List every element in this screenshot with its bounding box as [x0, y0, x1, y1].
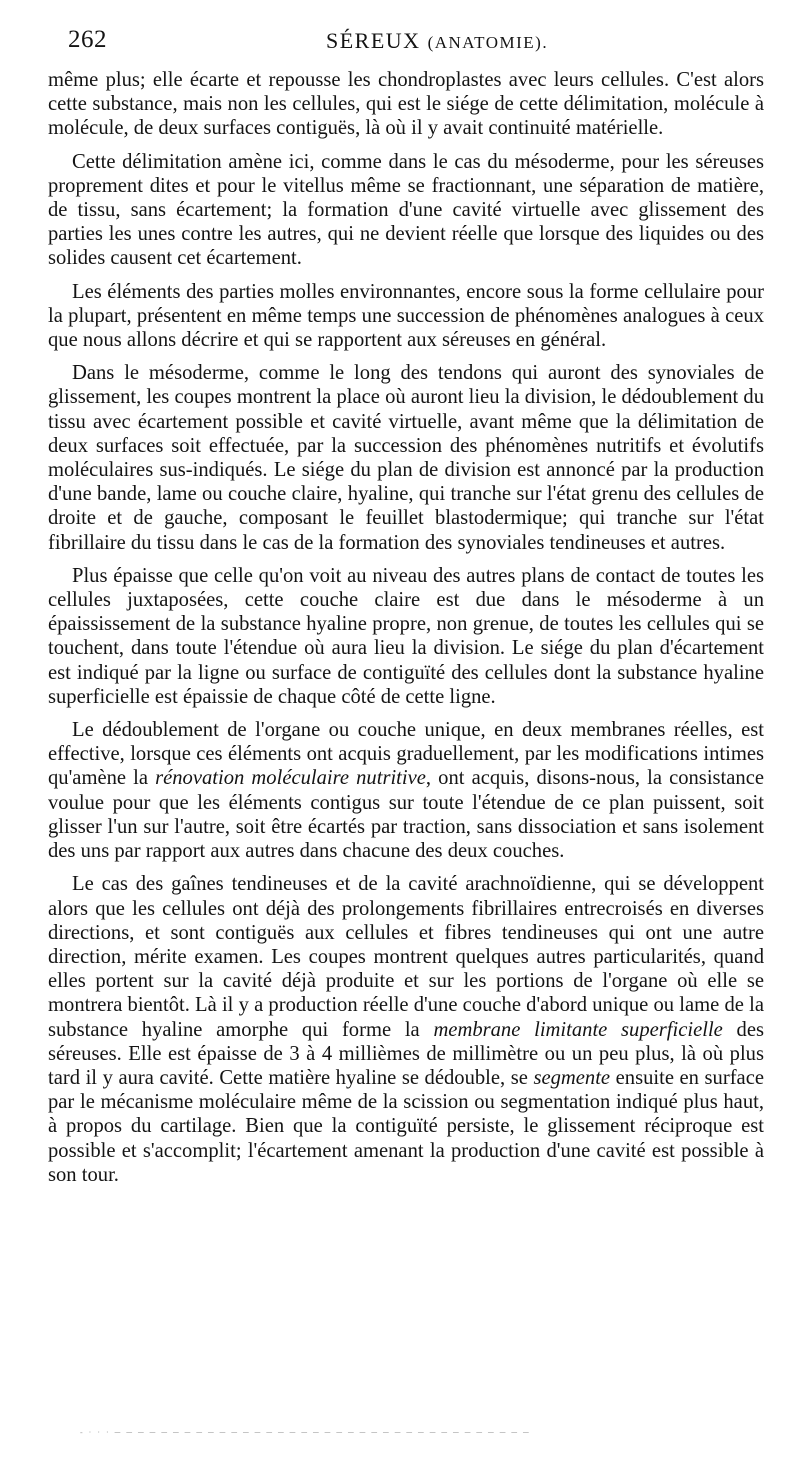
paragraph [48, 280, 764, 353]
text-segment: Les éléments des parties molles environnantes, encore sous la forme cellulaire pour la plupart, présentent en même temps une succession de phénomènes analogues à ceux que nous allons décrire et qui se rapportent aux séreuses en général. [48, 280, 764, 352]
paragraph [48, 564, 764, 709]
text-segment: Le cas des gaînes tendineuses et de la cavité arachnoïdienne, qui se développent alors que les cellules ont déjà des prolongements fibrillaires entrecroisés en diverses directions, et sont contiguës aux cellules et fibres tendineuses qui ont une autre direction, mérite examen. Les coupes montrent quelques autres particularités, quand elles portent sur la cavité déjà produite et sur les portions de l'organe où elle se montrera bientôt. Là il y a production réelle d'une couche d'abord unique ou lame de la substance hyaline amorphe qui forme la [48, 873, 764, 1041]
page-header [58, 26, 770, 60]
body-text [48, 68, 764, 1196]
running-title-sub: (ANATOMIE). [427, 33, 549, 52]
text-segment: même plus; elle écarte et repousse les chondroplastes avec leurs cellules. C'est alors cette substance, mais non les cellules, qui est le siége de cette délimitation, molécule à molécule, de deux surfaces contiguës, là où il y avait continuité matérielle. [48, 69, 764, 140]
footer-bleed-through: - · · · ─ ─ ─ ─ ─ ─ ─ ─ ─ ─ ─ ─ ─ ─ ─ ─ ─ ─ ─ ─ ─ ─ ─ ─ ─ ─ ─ ─ ─ ─ ─ ─ ─ ─ ─ ─ [80, 1428, 531, 1437]
paragraph [48, 361, 764, 555]
italic-text: membrane limitante superficielle [433, 1018, 723, 1041]
paragraph [48, 718, 764, 863]
paragraph [48, 872, 764, 1187]
text-segment: Le dédoublement de l'organe ou couche unique, en deux membranes réelles, est effective, lorsque ces éléments ont acquis graduellement, par les modifications intimes qu'amène la [48, 719, 764, 790]
running-title-main: SÉREUX [326, 28, 421, 53]
page-number: 262 [68, 26, 107, 53]
italic-text: segmente [533, 1066, 611, 1089]
running-title [326, 28, 548, 54]
text-segment: des séreuses. Elle est épaisse de 3 à 4 millièmes de millimètre ou un peu plus, là où plus tard il y aura cavité. Cette matière hyaline se dédouble, se [48, 1018, 765, 1089]
text-segment: Plus épaisse que celle qu'on voit au niveau des autres plans de contact de toutes les cellules juxtaposées, cette couche claire est due dans le mésoderme à un épaississement de la substance hyaline propre, non grenue, de toutes les cellules qui se touchent, dans toute l'étendue où aura lieu la division. Le siége du plan d'écartement est indiqué par la ligne ou surface de contiguïté des cellules dont la substance hyaline superficielle est épaissie de chaque côté de cette ligne. [48, 564, 764, 708]
text-segment: Cette délimitation amène ici, comme dans le cas du mésoderme, pour les séreuses proprement dites et pour le vitellus même se fractionnant, une séparation de matière, de tissu, sans écartement; la formation d'une cavité virtuelle avec glissement des parties les unes contre les autres, qui ne devient réelle que lorsque des liquides ou des solides causent cet écartement. [48, 150, 764, 270]
text-segment: Dans le mésoderme, comme le long des tendons qui auront des synoviales de glissement, les coupes montrent la place où auront lieu la division, le dédoublement du tissu avec écartement possible et cavité virtuelle, avant même que la délimitation de deux surfaces soit effectuée, par la succession des phénomènes nutritifs et évolutifs moléculaires sus-indiqués. Le siége du plan de division est annoncé par la production d'une bande, lame ou couche claire, hyaline, qui tranche sur l'état grenu des cellules de droite et de gauche, composant le feuillet blastodermique; qui tranche sur l'état fibrillaire du tissu dans le cas de la formation des synoviales tendineuses et autres. [48, 362, 764, 554]
text-segment: , ont acquis, disons-nous, la consistance voulue pour que les éléments contigus sur toute l'étendue de ce plan puissent, soit glisser l'un sur l'autre, soit être écartés par traction, sans dissociation et sans isolement des uns par rapport aux autres dans chacune des deux couches. [48, 767, 764, 863]
italic-text: rénovation moléculaire nutritive [155, 767, 426, 790]
paragraph [48, 150, 764, 271]
text-segment: ensuite en surface par le mécanisme moléculaire même de la scission ou segmentation indiqué plus haut, à propos du cartilage. Bien que la contiguïté persiste, le glissement réciproque est possible et s'accomplit; l'écartement amenant la production d'une cavité est possible à son tour. [48, 1066, 764, 1186]
paragraph [48, 68, 764, 141]
